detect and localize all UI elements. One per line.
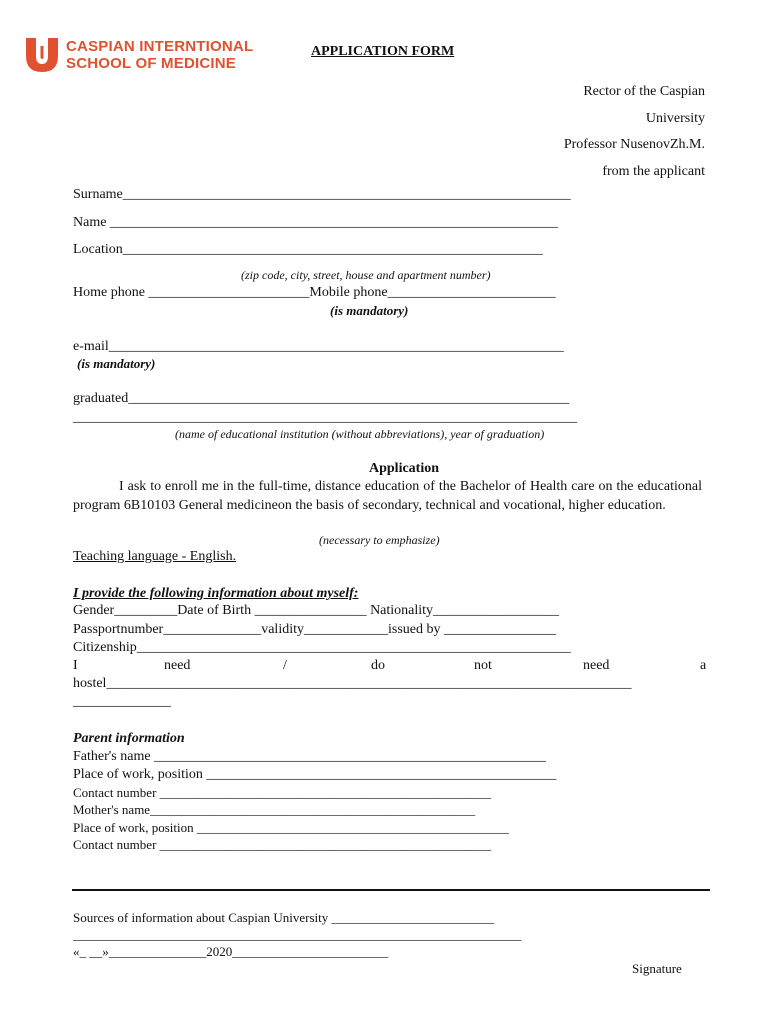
addressee-line-3: Professor NusenovZh.M. xyxy=(563,137,705,152)
caspian-shield-icon xyxy=(24,36,60,74)
hostel-word-slash: / xyxy=(283,658,287,673)
phone-field[interactable]: Home phone _______________________Mobile phone________________________ xyxy=(73,285,556,300)
gender-dob-nationality-field[interactable]: Gender_________Date of Birth ________________ Nationality__________________ xyxy=(73,603,560,618)
citizenship-field[interactable]: Citizenship______________________________________________________________ xyxy=(73,640,571,655)
phone-hint: (is mandatory) xyxy=(330,303,409,318)
email-field[interactable]: e-mail_________________________________________________________________ xyxy=(73,339,564,354)
graduated-field-line-2[interactable]: ________________________________________________________________________ xyxy=(73,410,577,425)
graduated-field[interactable]: graduated_______________________________________________________________ xyxy=(73,391,570,406)
mother-name-field[interactable]: Mother's name__________________________________________________ xyxy=(73,802,476,817)
hostel-choice-row xyxy=(73,658,709,676)
sources-field-line-2[interactable]: _____________________________________________________________________ xyxy=(73,927,522,942)
mother-work-field[interactable]: Place of work, position ________________________________________________ xyxy=(73,820,509,835)
hostel-word-need: need xyxy=(164,658,191,673)
date-field[interactable]: «_ __»_______________2020________________________ xyxy=(73,944,389,959)
application-body: I ask to enroll me in the full-time, distance education of the Bachelor of Health care on the educational program 6B10103 General medicineon the basis of secondary, technical and vocational, higher education. xyxy=(73,479,702,513)
father-work-field[interactable]: Place of work, position __________________________________________________ xyxy=(73,767,557,782)
logo-line-2: SCHOOL OF MEDICINE xyxy=(66,55,236,72)
hostel-word-do: do xyxy=(371,658,385,673)
addressee-block xyxy=(564,79,705,185)
surname-field[interactable]: Surname________________________________________________________________ xyxy=(73,187,571,202)
passport-field[interactable]: Passportnumber______________validity____________issued by ________________ xyxy=(73,622,556,637)
location-field[interactable]: Location____________________________________________________________ xyxy=(73,242,543,257)
hostel-word-not: not xyxy=(474,658,492,673)
father-name-field[interactable]: Father's name ________________________________________________________ xyxy=(73,749,547,764)
location-hint: (zip code, city, street, house and apartment number) xyxy=(241,268,491,282)
hostel-word-a: a xyxy=(700,658,707,673)
hostel-field[interactable]: hostel___________________________________________________________________________ xyxy=(73,676,632,691)
parent-heading: Parent information xyxy=(73,731,185,746)
name-field[interactable]: Name ________________________________________________________________ xyxy=(73,215,558,230)
application-hint: (necessary to emphasize) xyxy=(319,533,440,547)
addressee-line-1: Rector of the Caspian xyxy=(583,84,705,99)
sources-field[interactable]: Sources of information about Caspian University _________________________ xyxy=(73,910,495,925)
hostel-word-i: I xyxy=(73,658,78,673)
hostel-word-need-2: need xyxy=(583,658,610,673)
about-heading: I provide the following information about myself: xyxy=(73,586,359,601)
email-hint: (is mandatory) xyxy=(77,356,156,371)
hostel-field-line-2[interactable]: ______________ xyxy=(73,694,171,709)
logo-line-1: CASPIAN INTERNTIONAL xyxy=(66,38,254,55)
graduated-hint: (name of educational institution (without abbreviations), year of graduation) xyxy=(175,427,545,441)
form-title: APPLICATION FORM xyxy=(311,44,455,59)
addressee-line-4: from the applicant xyxy=(602,163,705,179)
father-contact-field[interactable]: Contact number ___________________________________________________ xyxy=(73,785,492,800)
section-divider xyxy=(72,889,710,891)
signature-label: Signature xyxy=(632,961,682,976)
addressee-line-2: University xyxy=(645,110,705,126)
teaching-language: Teaching language - English. xyxy=(73,549,237,564)
mother-contact-field[interactable]: Contact number ___________________________________________________ xyxy=(73,837,492,852)
application-heading: Application xyxy=(369,461,440,476)
